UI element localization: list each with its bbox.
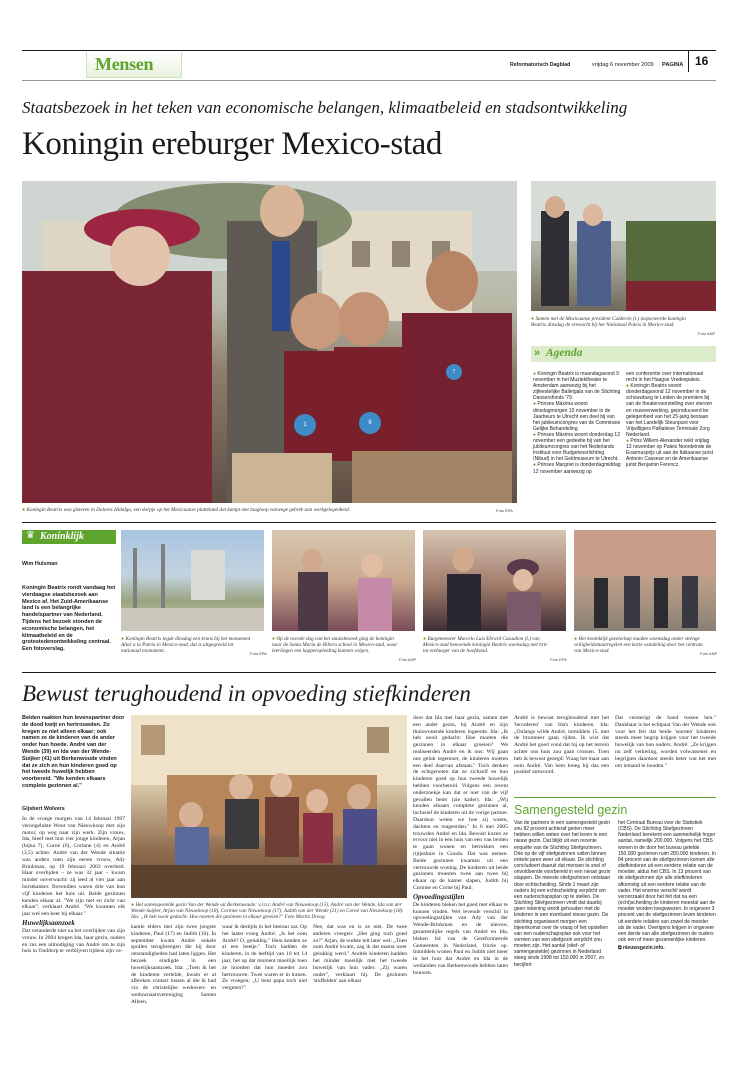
strip-caption-1: ● Koningin Beatrix legde dinsdag een krans bij het monument Altar a la Patria in Mexico-stad, dat is uitgegroeid tot nationaal monument. [121, 636, 251, 655]
agenda-box [531, 346, 716, 504]
page-number-tab [688, 50, 716, 72]
kader-web [618, 945, 716, 951]
badge-7-label: 7 [452, 369, 456, 375]
koninklijk-title: Koninklijk [40, 531, 84, 542]
page-number: 16 [695, 54, 709, 68]
ceremony-scene [423, 530, 566, 631]
page-label: PAGINA [662, 62, 684, 68]
agenda-col-2 [626, 371, 714, 469]
badge-6-label: 6 [368, 420, 372, 426]
article-author: Gijsbert Wolvers [22, 806, 65, 812]
link-icon: ⧉ [618, 945, 622, 952]
strip-photo-4 [574, 530, 716, 631]
article-intro: Beiden raakten hun levenspartner door de dood kwijt en hertrouwden. Zo kregen ze niet alleen elkaar; ook namen ze de kinderen van de ander onder hun hoede. André van der Wende (39) en Ida van der Wende-Suijker (41) uit Berkenwoude vinden dat ze zich en hun kinderen goed op het tweede huwelijk hebben voorbereid. "We kenden elkaars complete gezinnen al." [22, 715, 125, 789]
paper-name: Reformatorisch Dagblad [510, 62, 571, 68]
article-subhead-1: Huwelijksaanzoek [22, 918, 75, 927]
main-photo [22, 181, 517, 503]
kader-box [514, 797, 716, 1043]
kader-col-1: Van de partners in een samengesteld gezin zou 82 procent achteraf gerien meer hebben willen weten over het leven in een nieuw gezin. Dat blijkt uit een recente enquête van de Stichting Stiefgezinnen. Drie op de vijf stiefgezinnen vallen binnen enkele jaren weer uit elkaar. De stichting concludeert daaruit dat mensen te snel of onvoldoende voorbereid in een nieuw gezin stappen. De meeste stiefgezinnen ontstaan door echtscheiding. Sinds 1 maart zijn ouders bij een echtscheiding verplicht om een ouderschapsplan op te stellen. De Stichting Stiefgezinnen vindt dat daarbij geen rekening wordt gehouden met de kinderen in een eventueel nieuw gezin. De stichting organiseert morgen een bijeenkomst over de vraag of het opstellen van een ouderschapsplan ook voor het vormen van een stiefgezin verplicht zou moeten zijn. Het aantal (stief- of samengestelde) gezinnen in Nederland steeg sinds 1998 tot 150.000 in 2007, zo becijfert [514, 820, 611, 968]
agenda-item: ● Prinses Margriet is donderdagmiddag 12 november aanwezig op [533, 462, 621, 475]
lead-headline: Koningin ereburger Mexico-stad [22, 126, 442, 162]
section-header [22, 50, 716, 80]
kader-title: Samengesteld gezin [514, 803, 628, 817]
strip-credit-4: Foto ANP [700, 651, 718, 656]
article-paragraph: Dat veranderde niet na het overlijden van zijn vrouw. In 2004 kregen Ida, haar gezin, ouders en zus een uitnodiging van André om te zijn huis in Ouddorp te verblijven tijdens zijn va- [22, 927, 125, 955]
side-credit: Foto ANP [698, 331, 716, 336]
agenda-item: een conferentie over internationaal recht in het Haagse Vredespaleis. [626, 371, 703, 384]
agenda-item: ● Prinses Máxima woont dinsdagmorgen 10 november in de Jaarbeurs te Utrecht een deel bij van het jubileumcongres van de Commissie Gelijke Behandeling. [533, 401, 621, 432]
walk-scene [574, 530, 716, 631]
header-underline [22, 80, 716, 81]
main-caption-row [22, 507, 492, 513]
strip-rule [22, 522, 716, 523]
family-caption-row [131, 902, 407, 921]
article-rule [22, 672, 716, 673]
main-caption: Koningin Beatrix was gisteren in Dolores Hidalgo, een dorpje op het Mexicaanse platteland dat kampt met laagloop vanwege gebrek aan werkgelegenheid. [26, 507, 351, 513]
article-col-5 [413, 715, 508, 976]
strip-photo-2 [272, 530, 415, 631]
section-tab [86, 52, 182, 78]
side-photo-scene [531, 181, 716, 311]
strip-caption-2: ● Op de tweede dag van het staatsbezoek ging de koningin naar de Santa María de Ribera school in Mexico-stad, waar leerlingen een kapperopleiding kunnen volgen. [272, 636, 398, 655]
family-photo [131, 715, 407, 898]
article-col-7: Dat versterigt de band tussen hen." Dankbaar is het echtpaar Van der Wende ook voor het feit dat beide 'soorten' kinderen steeds meer begrip krijgen voor het tweede huwelijk van hun ouders. André: „Ze krijgen nu zelf verkering, worden volwassener en begrijpen daardoor steeds beter wat het met om iemand te houden." [615, 715, 716, 769]
issue-date: vrijdag 6 november 2009 [592, 62, 654, 68]
side-photo [531, 181, 716, 311]
article-paragraph: De kinderen bleken het goed met elkaar te kunnen vinden. Wel levende verschil in opvoedingsstijlen van Ady van der Wende-Brinkman en de nieuwe, gezamenlijke regels van André en Ida, bleken lid van de Gereformeerde Gemeenten in Nederland, frictie op. Inmiddels wonen Paul en Judith niet meer in het huis dat André en Ida in de weilanden van Berkenwoude hebben laten bouwen. [413, 901, 508, 976]
agenda-item: ● Prinses Máxima woont donderdag 12 november een gedeelte bij van het jubileumcongres van het Nederlands Instituut voor Budgetvoorlichting (Nibud) in het Geldmuseum te Utrecht. [533, 431, 620, 463]
side-caption-row [531, 316, 691, 328]
strip-credit-3: Foto EPA [550, 657, 567, 662]
agenda-arrow-icon: » [534, 347, 541, 359]
article-paragraph: In de vroege morgen van 14 februari 1997 verongelukte Wout van Nieuwkoop met zijn motor, op weg naar zijn werk. Zijn vrouw, Ida, bleef met hun vier jonge kinderen, Arjan (bijna 7), Corné (6), Corinne (4) en André (3,5) achter. André van der Wende situatie was anders toen zijn eerste vrouw, Ady Brinkman, op 19 februari 2003 overleed. Haar overlijden – ze was 32 jaar – kwam minder onverwacht: zij leed al vier jaar aan borstkanker. Bovendien waren drie van hun vijf kinderen het huis uit. Beide gezinnen kenden elkaar al. "We zijn met en zicht van elkaar", verklaart André. "We kwamen elk jaar wel een keer bij elkaar." [22, 816, 125, 918]
crown-icon: ♛ [26, 530, 35, 541]
article-headline: Bewust terughoudend in opvoeding stiefkinderen [22, 681, 471, 706]
badge-7 [446, 364, 462, 380]
strip-credit-1: Foto EPA [250, 651, 267, 656]
agenda-item: ● Koningin Beatrix is maandagavond 9 november in het Muziektheater te Amsterdam aanwezig bij het zijfeestelijke Balletgala van de Stichting Dansersfonds '79. [533, 371, 621, 402]
agenda-item: ● Prins Willem-Alexander reikt vrijdag 13 november op Paleis Noordeinde de Erasmusprijs uit aan de Italiaanse jurist Antonio Cassese en de Amerikaanse jurist Benjamin Ferencz. [626, 438, 713, 469]
badge-6 [359, 412, 381, 434]
badge-1 [294, 414, 316, 436]
main-photo-scene [22, 181, 517, 503]
article-paragraph: door dat Ida met haar gezin, samen met een ander gezin, bij André en zijn thuiswonende kinderen logeerde. Ida: „Ik heb nooit gedacht: Hoe moeten die gezinnen in elkaar groeien? We realiseerden André en ik ons: Wij gaan ons geluk tegemoet, de kinderen moeten een deel daarvan afstaan." Toch denken de echtgenoten dat ze zichzelf en hun kinderen goed op hun tweede huwelijk hebben voorbereid. Volgens een recent onderzoekje kan dat er niet van de vijf gevallen beter (zie kader). Ida: „Wij kenden elkaars complete gezinnen al, inclusief de kinderen uit de vorige partner. Daardoor weten we hoe zij waren, dachten en reageerden." In 6 mei 2005 trouwden André en Ida. Bewust kozen ze ervoor niet in een huis van een van beiden te gaan wonen en betrokken een rijtjeshuis in Gouda. Dat was nemen. Beide gezinnen kwamen uit een vertrouwde woning. De kinderen uit beide gezinnen moesten twee aan twee bij elkaar op de kamer slapen, Judith bij Corinne en Corné bij Paul. [413, 715, 508, 891]
article-col-1 [22, 816, 125, 955]
strip-caption-4: ● Het koninklijk gezelschap maakte woensdag onder strenge veiligheidsmaatregelen een korte wandeling door het centrum van Mexico-stad. [574, 636, 703, 655]
strip-credit-2: Foto ANP [399, 657, 417, 662]
koninklijk-bar [22, 530, 116, 544]
strip-photo-3 [423, 530, 566, 631]
strip-photo-1 [121, 530, 264, 631]
article-col-6: André is bewust terughoudend met het 'bevaderen' van Ida's kinderen. Ida: „Onlangs wilde André, inmiddels 15, met de bromneer gaan rijden. Ik wist dat André het goed vond dat hij op het terrein achter ons huis zou gaan crossen. Toen heb ik bewust gezegd: Vraag het maar aan oom André. Van hem kreeg hij das een positief antwoord. [514, 715, 609, 776]
koninklijk-intro: Koningin Beatrix rondt vandaag het vierdaagse staatsbezoek aan Mexico af. Het Zuid-Amerikaanse land is een belangrijke handelspartner van Nederland. Tijdens het bezoek stonden de economische belangen, het klimaatbeleid en de grotestedenontwikkeling centraal. Een fotoverslag. [22, 585, 116, 653]
koninklijk-author: Wim Hulsman [22, 561, 58, 567]
side-caption-bullet: ● [531, 316, 535, 322]
agenda-title: Agenda [546, 347, 583, 359]
article-subhead-2: Opvoedingsstijlen [413, 892, 465, 901]
article-col-2: kantie elders met zijn twee jongste kinderen, Paul (17) en Judith (16). In september kwam André enkele spullen terugbrengen die hij door omstandigheden had laten liggen. Het bezoek eindigde in een huwelijksaanzoek. Ida: „Toen ik het de kinderen vertelde, kwam er al afbreken contact tussen al die ik had via de christelijke weduwen- en weduwnaarsvereniging Samen Alleen, [131, 924, 216, 1005]
section-title: Mensen [95, 54, 154, 74]
agenda-bar [531, 346, 716, 362]
article-col-4a: Nee, dat was en is ze niet. De twee anderen vroegen: „Het ging toch goed zo?" Arjan, de oudste telt later wel: „Toen oom André kwam, zag ik dat mama weer gelukkig werd." Andrés kinderen hadden het minder moeilijk met het tweede huwelijk van hun vader. „Zij waren ouder", verklaart hij. De gezinnen 'stuffelden' aan elkaar [313, 924, 407, 985]
kader-web-link[interactable]: nieuwsgezin.info. [622, 945, 665, 952]
side-caption: Samen met de Mexicaanse president Calderón (l.) inspecteerde koningin Beatrix dinsdag de erewacht bij het Nationaal Paleis in Mexico-stad. [531, 316, 686, 329]
strip-caption-3: ● Burgemeester Marcelo Luis Ebrard Casaubon (l.) van Mexico-stad benoemde koningin Beatrix woensdag met brit- tot ereburger van de hoofdstad. [423, 636, 549, 655]
main-credit: Foto EPA [496, 508, 513, 513]
agenda-item: ● Koningin Beatrix woont donderdagavond 12 november in de schouwburg te Leiden de première bij van de theatervoorstelling over sterven en rouwverwerking, geproduceerd ter gelegenheid van het 25-jarig bestaan van het Landelijk Steunpunt voor Vrijwilligers Palliatieve Terminale Zorg Nederland. [626, 383, 713, 438]
article-col-3: waar ik destijds in het bestuur zat. Op het laatst vroeg André: „Is het oom André? O, gelukkig." Hem kenden ze al een beetje." Toch hadden de kinderen, in de leeftijd van 10 tot 14 jaar, het op dat moment moeilijk toen ze hoorden dat hun moeder zou hertrouwen. Twee waren er in tranen. Ze vroegen: „U bent papa toch niet vergeten?" [222, 924, 307, 992]
badge-1-label: 1 [303, 422, 307, 428]
agenda-col-1 [533, 371, 621, 475]
family-caption: Het samengestelde gezin Van der Wende uit Berkenwoude: v.l.n.r. André van Nieuwkoop (15), André van der Wende, Ida van der Wende-Suijker, Arjan van Nieuwkoop (18), Corinne van Nieuwkoop (17), Judith van der Wende (21) en Corné van Nieuwkoop (18). Ida: „Ik heb nooit gedacht: Hoe moeten die gezinnen in elkaar groeien?" Foto Martin Droog [131, 902, 404, 921]
caption-bullet: ● [22, 507, 26, 513]
lead-kicker: Staatsbezoek in het teken van economische belangen, klimaatbeleid en stadsontwikkeling [22, 98, 628, 117]
school-scene [272, 530, 415, 631]
kader-paragraph: het Centraal Bureau voor de Statistiek (CBS). De Stichting Stiefgezinnen Nederland berekent een aanmerkelijk hoger aantal, namelijk 200.000. Volgens het CBS wonen in de door het bureau geteldе 150.000 gezinnen ruim 280.000 kinderen. In 84 procent van de stiefgezinnen komen alle stiefkinderen uit een eerdere relatie van de moeder, aldus het CBS. In 13 procent van de stiefgezinnen zijn alle stiefkinderen afkomstig uit een eerdere relatie van de vader. Het enorme verschil wordt veroorzaakt door het feit dat na een (echt)scheiding de kinderen meestal aan de moeder worden toegewezen. In ongeveer 3 procent van de stiefgezinnen leven kinderen uit eerdere relaties van zowel de moeder als de vader. Overigens krijgen in ongeveer een derde van alle stiefgezinnen de ouders ook een of meer gezamenlijke kinderen. [618, 820, 716, 943]
family-scene [131, 715, 407, 898]
kader-col-2 [618, 820, 716, 951]
monument-scene [121, 530, 264, 631]
family-caption-bullet: ● [131, 902, 135, 908]
